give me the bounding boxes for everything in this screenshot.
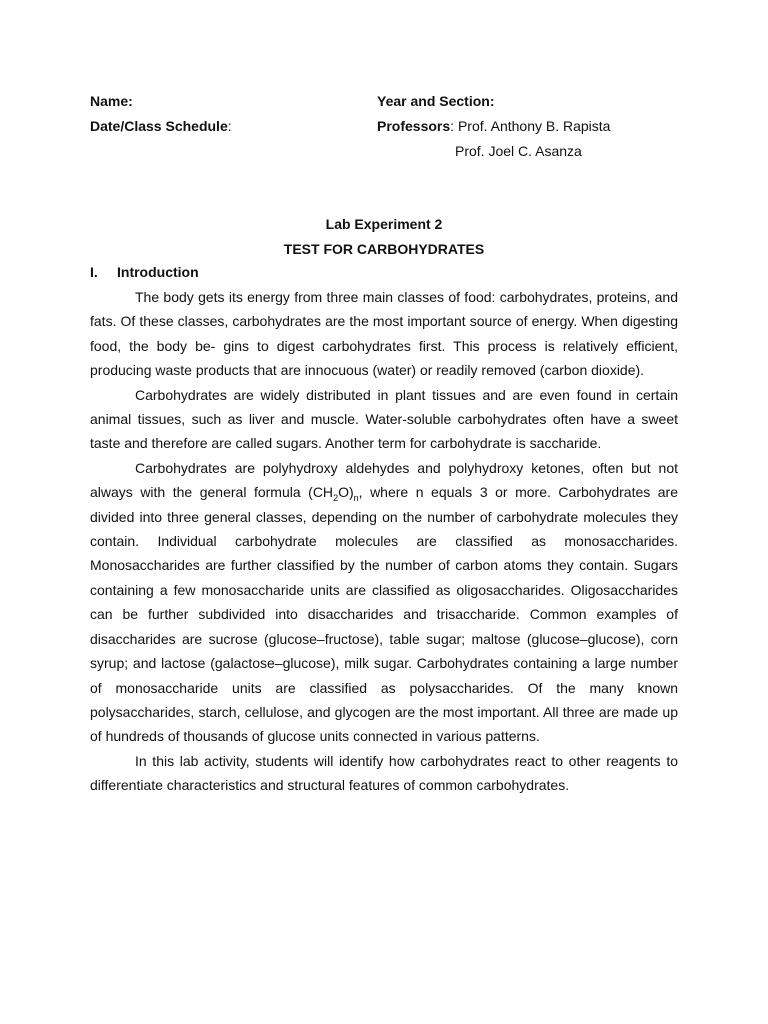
introduction-body: [90, 285, 678, 798]
professor-2-name: Prof. Joel C. Asanza: [455, 143, 582, 159]
paragraph-4: In this lab activity, students will identify how carbohydrates react to other reagents to differentiate characteristics and structural features of common carbohydrates.: [90, 752, 678, 794]
paragraph-3: [90, 456, 678, 749]
professors-colon: :: [450, 118, 458, 134]
experiment-number-title: Lab Experiment 2: [325, 216, 443, 232]
professors-label: Professors: [377, 118, 451, 134]
formula-subscript-2: 2: [333, 493, 339, 504]
experiment-main-title: TEST FOR CARBOHYDRATES: [283, 241, 485, 257]
date-schedule-label: Date/Class Schedule: [90, 118, 228, 134]
date-schedule-colon: :: [227, 118, 232, 134]
professors-field: [377, 118, 610, 134]
paragraph-2: Carbohydrates are widely distributed in plant tissues and are even found in certain animal tissues, such as liver and muscle. Water-soluble carbohydrates often have a sweet taste and therefore are called sugars. Another term for carbohydrate is saccharide.: [90, 386, 678, 452]
paragraph-3-part-c: , where n equals 3 or more. Carbohydrates are divided into three general classes, depending on the number of carbohydrate molecules they contain. Individual carbohydrate molecules are classified as monosaccharides. Monosaccharides are further classified by the number of carbon atoms they contain. Sugars containing a few monosaccharide units are classified as oligosaccharides. Oligosaccharides can be further subdivided into disaccharides and trisaccharide. Common examples of disaccharides are sucrose (glucose–fructose), table sugar; maltose (glucose–glucose), corn syrup; and lactose (galactose–glucose), milk sugar. Carbohydrates containing a large number of monosaccharide units are classified as polysaccharides. Of the many known polysaccharides, starch, cellulose, and glycogen are the most important. All three are made up of hundreds of thousands of glucose units connected in various patterns.: [90, 484, 679, 745]
paragraph-3-part-a: Carbohydrates are polyhydroxy aldehydes and polyhydroxy ketones, often but not always with the general formula (CH: [90, 459, 678, 501]
name-label: Name:: [90, 93, 133, 109]
formula-subscript-n: n: [353, 493, 359, 504]
section-title: Introduction: [117, 264, 199, 280]
date-schedule-field: [90, 118, 232, 134]
year-section-label: Year and Section:: [377, 93, 495, 109]
paragraph-3-part-b: O): [338, 484, 354, 501]
section-number: I.: [90, 264, 98, 280]
paragraph-1: The body gets its energy from three main classes of food: carbohydrates, proteins, and fats. Of these classes, carbohydrates are the most important source of energy. When digesting food, the body be- gins to digest carbohydrates first. This process is relatively efficient, producing waste products that are innocuous (water) or readily removed (carbon dioxide).: [90, 289, 678, 379]
professor-1-name: Prof. Anthony B. Rapista: [457, 118, 611, 134]
section-heading-introduction: [90, 264, 199, 280]
